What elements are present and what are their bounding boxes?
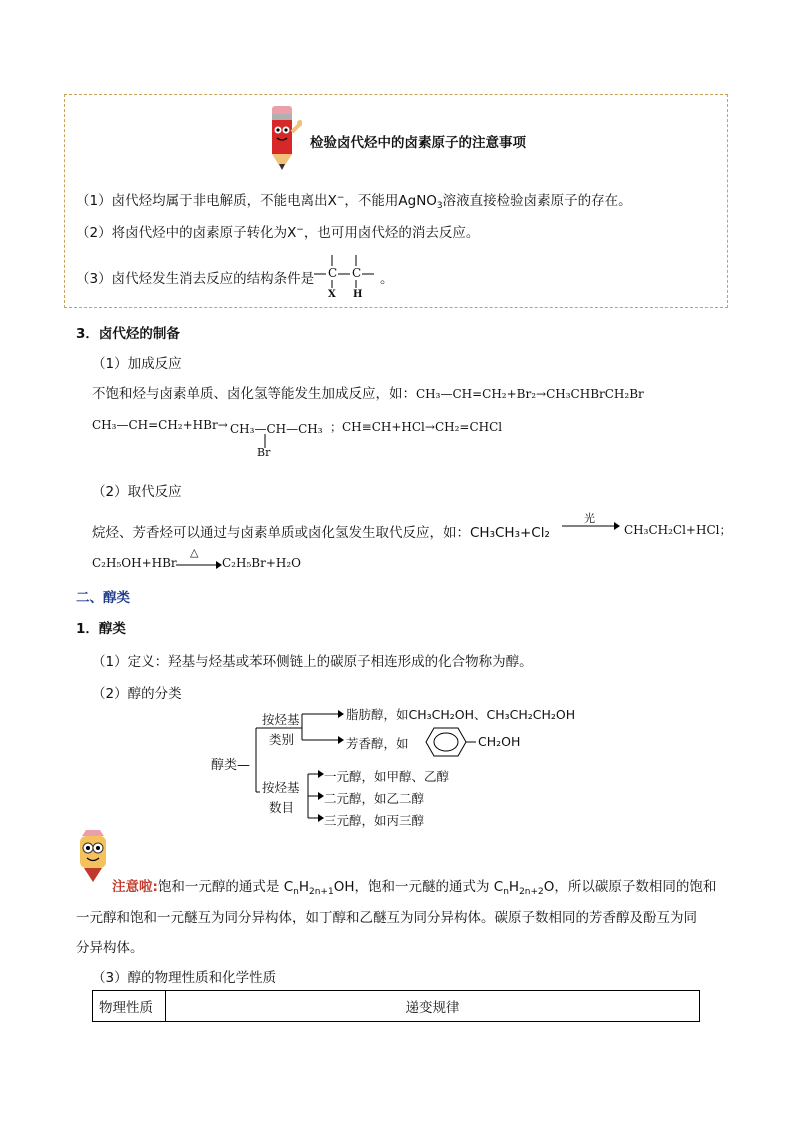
substitution-product: CH₃CH₂Cl+HCl；	[624, 523, 732, 537]
tree-branch1-line1: 按烃基	[262, 712, 300, 727]
alcohol-properties: （3）醇的物理性质和化学性质	[92, 970, 277, 986]
tree-aromatic: 芳香醇，如	[346, 736, 409, 751]
note-point-2: （2）将卤代烃中的卤素原子转化为X−，也可用卤代烃的消去反应。	[76, 225, 480, 241]
tree-branch2-line1: 按烃基	[262, 780, 300, 795]
eq-ethanol-hbr: C₂H₅OH+HBr	[92, 556, 177, 570]
section-heading-3: 3．卤代烃的制备	[76, 326, 180, 342]
note-point-3-end: 。	[380, 271, 394, 287]
eq-bromoethane: C₂H₅Br+H₂O	[222, 556, 301, 570]
struct-c2: C	[352, 266, 362, 280]
struct-x: X	[328, 289, 336, 300]
subheading-addition: （1）加成反应	[92, 356, 182, 372]
addition-eq3: ；CH≡CH+HCl→CH₂=CHCl	[330, 420, 503, 434]
benzene-ring-icon	[414, 726, 478, 758]
tree-dihydric: 二元醇，如乙二醇	[324, 791, 425, 806]
section-heading-alcohols: 二、醇类	[76, 590, 130, 606]
arrow-label-light: 光	[584, 512, 595, 525]
table-row	[93, 991, 700, 1022]
tree-branch1-line2: 类别	[269, 732, 295, 747]
tree-aromatic-ch2oh: CH₂OH	[478, 734, 521, 749]
subheading-substitution: （2）取代反应	[92, 484, 182, 500]
tree-monohydric: 一元醇，如甲醇、乙醇	[324, 769, 450, 784]
attention-mascot-icon	[74, 828, 112, 884]
attention-line-2: 一元醇和饱和一元醚互为同分异构体，如丁醇和乙醚互为同分异构体。碳原子数相同的芳香醇及酚互为同	[76, 910, 697, 926]
alcohol-classification: （2）醇的分类	[92, 686, 182, 702]
alcohol-definition: （1）定义：羟基与烃基或苯环侧链上的碳原子相连形成的化合物称为醇。	[92, 654, 533, 670]
attention-label: 注意啦:	[112, 879, 158, 895]
tree-branch2-line2: 数目	[269, 800, 295, 815]
attention-line-1: 注意啦:饱和一元醇的通式是 $C_nH_{2n+1}OH$，饱和一元醚的通式为 $C_nH_{2n+2}O$，所以碳原子数相同的饱和	[112, 879, 717, 897]
arrow-right-icon	[562, 521, 620, 531]
addition-product: CH₃—CH—CH₃	[230, 422, 323, 436]
elimination-structure	[314, 252, 384, 302]
addition-text: 不饱和烃与卤素单质、卤化氢等能发生加成反应，如：CH₃—CH=CH₂+Br₂→CH₃CHBrCH₂Br	[92, 386, 644, 402]
tree-root: 醇类—	[211, 758, 251, 773]
properties-table	[92, 990, 700, 1022]
arrow-right-icon	[176, 560, 222, 570]
note-point-3: （3）卤代烃发生消去反应的结构条件是	[76, 271, 315, 287]
arrow-label-heat: △	[190, 546, 199, 559]
pencil-mascot-icon	[262, 102, 302, 174]
tree-aliphatic: 脂肪醇，如CH₃CH₂OH、CH₃CH₂CH₂OH	[346, 707, 576, 722]
table-cell-trend: 递变规律	[166, 991, 700, 1022]
struct-c1: C	[328, 266, 338, 280]
note-point-1: （1）卤代烃均属于非电解质，不能电离出X−，不能用AgNO$_3$溶液直接检验卤素原子的存在。	[76, 193, 632, 211]
addition-eq2: CH₃—CH=CH₂+HBr→	[92, 418, 228, 432]
struct-h: H	[353, 289, 363, 300]
table-cell-physical: 物理性质	[93, 991, 166, 1022]
heading-alcohol-class: 1．醇类	[76, 621, 126, 637]
substitution-text: 烷烃、芳香烃可以通过与卤素单质或卤化氢发生取代反应，如：CH₃CH₃+Cl₂	[92, 525, 550, 541]
tree-trihydric: 三元醇，如丙三醇	[324, 813, 425, 828]
addition-br: Br	[257, 446, 271, 459]
attention-line-3: 分异构体。	[76, 940, 144, 956]
note-title: 检验卤代烃中的卤素原子的注意事项	[310, 135, 526, 151]
